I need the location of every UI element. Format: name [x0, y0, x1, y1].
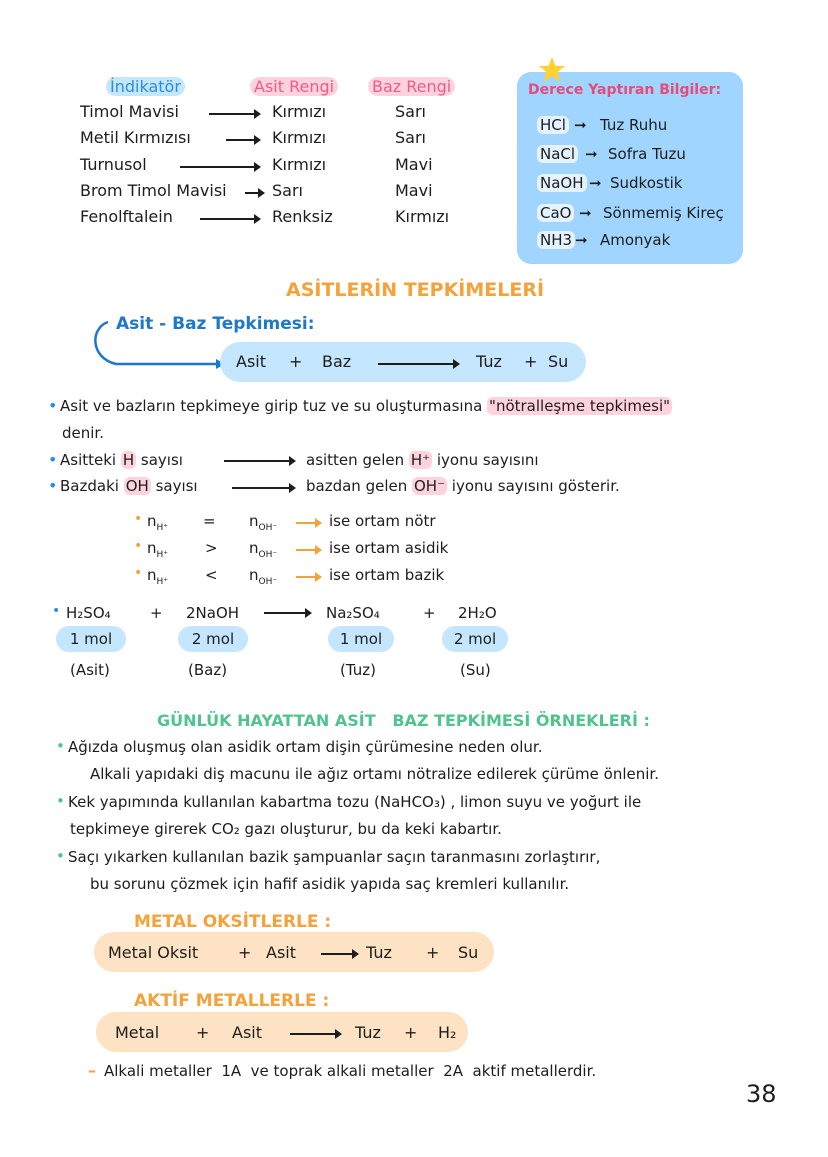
- arrow-icon: [321, 953, 357, 955]
- page-number: 38: [746, 1080, 777, 1108]
- reaction-term: +: [150, 604, 163, 622]
- note-text: Alkali metaller 1A ve toprak alkali metaller 2A aktif metallerdir.: [104, 1062, 597, 1080]
- arrow-icon: [180, 166, 259, 168]
- formula-name: Sudkostik: [610, 174, 683, 192]
- indicator-name: Brom Timol Mavisi: [80, 181, 227, 200]
- eq-product-2: Su: [548, 352, 569, 371]
- reaction-label: (Asit): [70, 661, 110, 679]
- bullet-dot: •: [52, 603, 61, 619]
- formula-name: Amonyak: [600, 231, 671, 249]
- eq-reactant-1: Metal: [115, 1023, 160, 1042]
- formula-chip: NaOH: [537, 174, 587, 192]
- reaction-label: (Su): [460, 661, 491, 679]
- eq-plus: +: [238, 943, 252, 962]
- header-base-color: Baz Rengi: [368, 77, 455, 96]
- formula-chip: CaO: [537, 204, 574, 222]
- arrow-icon: ➞: [575, 231, 588, 249]
- bullet-dot: •: [134, 565, 143, 581]
- arrow-icon: [378, 363, 458, 365]
- condition-op: <: [205, 566, 218, 584]
- formula-chip: HCl: [537, 116, 569, 134]
- daily-text: Alkali yapıdaki diş macunu ile ağız ortamı nötralize edilerek çürüme önlenir.: [90, 765, 659, 783]
- header-indicator: İndikatör: [106, 77, 185, 96]
- condition-result: ise ortam asidik: [329, 539, 449, 557]
- condition-result: ise ortam nötr: [329, 512, 436, 530]
- indicator-name: Fenolftalein: [80, 207, 173, 226]
- reaction-term: Na₂SO₄: [326, 604, 380, 622]
- daily-text: Saçı yıkarken kullanılan bazik şampuanlar saçın taranmasını zorlaştırır,: [68, 848, 601, 866]
- formula-name: Sönmemiş Kireç: [603, 204, 724, 222]
- daily-title: GÜNLÜK HAYATTAN ASİT BAZ TEPKİMESİ ÖRNEKLERİ :: [157, 711, 650, 730]
- eq-plus: +: [404, 1023, 418, 1042]
- eq-plus: +: [289, 352, 303, 371]
- indicator-name: Metil Kırmızısı: [80, 128, 191, 147]
- mol-badge: 2 mol: [442, 626, 508, 652]
- bullet-text: Bazdaki OH sayısı: [60, 477, 198, 495]
- mol-badge: 1 mol: [328, 626, 394, 652]
- arrow-icon: [290, 1033, 340, 1035]
- condition-left: $n_{H^+}$: [147, 539, 169, 560]
- condition-op: >: [205, 539, 218, 557]
- formula-name: Tuz Ruhu: [600, 116, 668, 134]
- formula-chip: NH3: [537, 231, 575, 249]
- condition-left: $n_{H^+}$: [147, 512, 169, 533]
- bullet-text: asitten gelen H⁺ iyonu sayısını: [306, 451, 539, 469]
- arrow-icon: [264, 612, 310, 614]
- arrow-icon: ➞: [579, 204, 592, 222]
- condition-right: $n_{OH^-}$: [249, 566, 278, 587]
- arrow-icon: [226, 139, 259, 141]
- bullet-text: bazdan gelen OH⁻ iyonu sayısını gösterir.: [306, 477, 620, 495]
- indicator-name: Timol Mavisi: [80, 102, 179, 121]
- daily-text: tepkimeye girerek CO₂ gazı oluşturur, bu da keki kabartır.: [70, 820, 502, 838]
- indicator-acid: Kırmızı: [272, 128, 327, 147]
- eq-plus: +: [426, 943, 440, 962]
- section-title: ASİTLERİN TEPKİMELERİ: [286, 279, 545, 301]
- daily-text: Kek yapımında kullanılan kabartma tozu (NaHCO₃) , limon suyu ve yoğurt ile: [68, 793, 642, 811]
- bullet-text: Asit ve bazların tepkimeye girip tuz ve su oluşturmasına "nötralleşme tepkimesi": [60, 397, 671, 415]
- metal-oxides-title: METAL OKSİTLERLE :: [134, 912, 332, 932]
- arrow-icon: ➞: [589, 174, 602, 192]
- arrow-icon: [296, 522, 320, 524]
- indicator-base: Sarı: [395, 128, 426, 147]
- arrow-icon: [209, 113, 259, 115]
- note-dash: –: [88, 1061, 96, 1080]
- bullet-dot: •: [56, 737, 65, 755]
- indicator-acid: Sarı: [272, 181, 303, 200]
- bullet-dot: •: [48, 476, 58, 495]
- arrow-icon: [224, 460, 294, 462]
- eq-product-1: Tuz: [355, 1023, 381, 1042]
- bullet-dot: •: [48, 396, 58, 415]
- eq-reactant-2: Baz: [322, 352, 352, 371]
- reaction-term: +: [423, 604, 436, 622]
- bullet-dot: •: [134, 511, 143, 527]
- eq-plus: +: [524, 352, 538, 371]
- bullet-text: denir.: [62, 424, 104, 442]
- formula-name: Sofra Tuzu: [608, 145, 686, 163]
- daily-text: Ağızda oluşmuş olan asidik ortam dişin çürümesine neden olur.: [68, 738, 543, 756]
- arrow-icon: [200, 218, 259, 220]
- bullet-dot: •: [48, 450, 58, 469]
- eq-reactant-2: Asit: [232, 1023, 262, 1042]
- reaction-term: 2H₂O: [458, 604, 497, 622]
- highlight-term: "nötralleşme tepkimesi": [489, 397, 671, 415]
- eq-product-1: Tuz: [366, 943, 392, 962]
- arrow-icon: [296, 576, 320, 578]
- condition-op: =: [203, 512, 216, 530]
- info-box-title: Derece Yaptıran Bilgiler:: [528, 82, 722, 98]
- mol-badge: 1 mol: [56, 626, 126, 652]
- bullet-dot: •: [56, 847, 65, 865]
- star-icon: [537, 55, 567, 85]
- reaction-term: 2NaOH: [186, 604, 240, 622]
- formula-chip: NaCl: [537, 145, 578, 163]
- mol-badge: 2 mol: [178, 626, 248, 652]
- reaction-term: H₂SO₄: [66, 604, 111, 622]
- eq-reactant-2: Asit: [266, 943, 296, 962]
- eq-reactant-1: Asit: [236, 352, 266, 371]
- eq-product-1: Tuz: [476, 352, 502, 371]
- reaction-label: (Baz): [188, 661, 228, 679]
- arrow-icon: ➞: [585, 145, 598, 163]
- arrow-icon: [296, 549, 320, 551]
- arrow-icon: ➞: [574, 116, 587, 134]
- eq-reactant-1: Metal Oksit: [108, 943, 199, 962]
- reaction-label: (Tuz): [340, 661, 376, 679]
- condition-left: $n_{H^+}$: [147, 566, 169, 587]
- bullet-text: Asitteki H sayısı: [60, 451, 183, 469]
- indicator-base: Kırmızı: [395, 207, 450, 226]
- condition-result: ise ortam bazik: [329, 566, 445, 584]
- indicator-base: Mavi: [395, 181, 433, 200]
- condition-right: $n_{OH^-}$: [249, 512, 278, 533]
- indicator-acid: Renksiz: [272, 207, 333, 226]
- indicator-base: Mavi: [395, 155, 433, 174]
- indicator-name: Turnusol: [80, 155, 147, 174]
- arrow-icon: [232, 487, 294, 489]
- header-acid-color: Asit Rengi: [250, 77, 338, 96]
- indicator-acid: Kırmızı: [272, 155, 327, 174]
- eq-plus: +: [196, 1023, 210, 1042]
- eq-product-2: Su: [458, 943, 479, 962]
- indicator-base: Sarı: [395, 102, 426, 121]
- acid-base-subtitle: Asit - Baz Tepkimesi:: [116, 314, 315, 334]
- daily-text: bu sorunu çözmek için hafif asidik yapıda saç kremleri kullanılır.: [90, 875, 570, 893]
- condition-right: $n_{OH^-}$: [249, 539, 278, 560]
- bullet-dot: •: [56, 792, 65, 810]
- bullet-dot: •: [134, 538, 143, 554]
- curved-arrow-icon: [86, 318, 226, 374]
- indicator-acid: Kırmızı: [272, 102, 327, 121]
- eq-product-2: H₂: [438, 1023, 457, 1042]
- active-metals-title: AKTİF METALLERLE :: [134, 991, 330, 1011]
- arrow-icon: [245, 192, 263, 194]
